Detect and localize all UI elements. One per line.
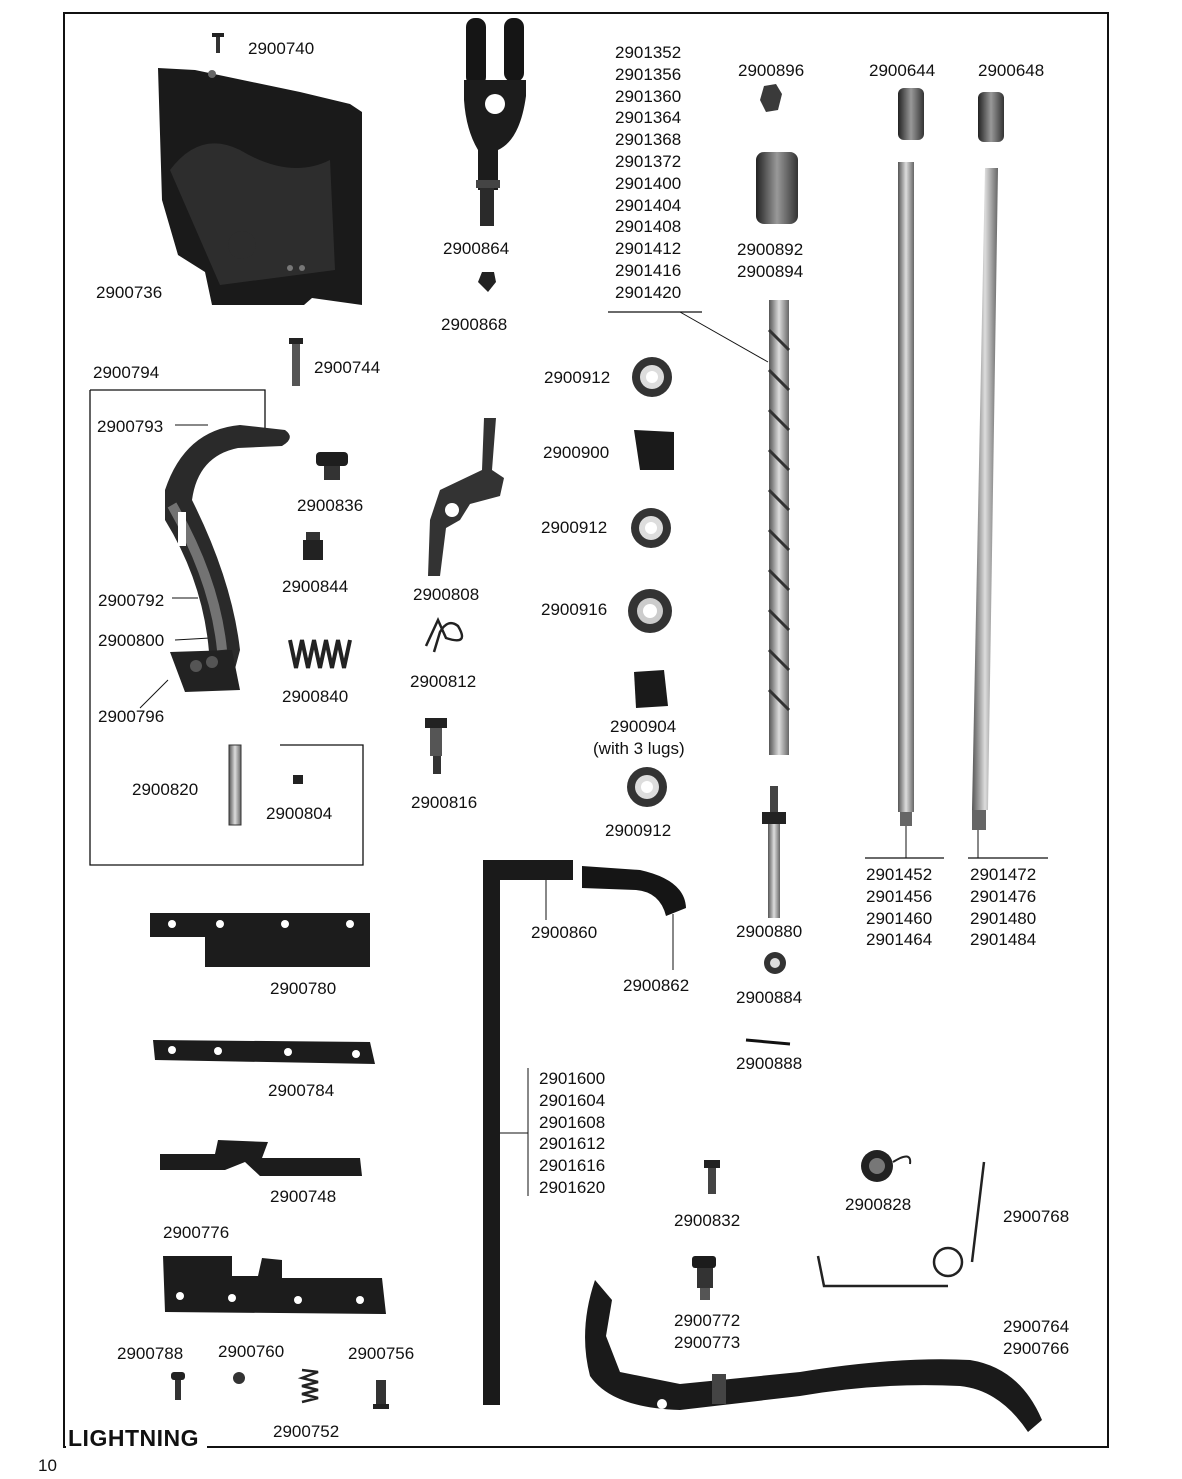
label-2900788: 2900788 bbox=[117, 1344, 184, 1363]
part-main-shaft bbox=[769, 300, 789, 755]
label-2901364: 2901364 bbox=[615, 108, 682, 128]
part-2900912-bearing-c bbox=[627, 767, 667, 807]
part-rod-left bbox=[898, 162, 914, 826]
label-2901600: 2901600 bbox=[539, 1069, 606, 1088]
label-2900740: 2900740 bbox=[248, 39, 315, 58]
label-2900800: 2900800 bbox=[98, 631, 165, 650]
part-2900916-bearing bbox=[628, 589, 672, 633]
label-2900748: 2900748 bbox=[270, 1187, 337, 1206]
label-2901368: 2901368 bbox=[615, 130, 682, 150]
part-2900896-nut bbox=[760, 84, 782, 112]
label-2900836: 2900836 bbox=[297, 496, 364, 515]
part-2900784-plate bbox=[153, 1040, 375, 1064]
part-2900764-pedal bbox=[585, 1280, 1042, 1432]
label-2900773: 2900773 bbox=[674, 1333, 741, 1352]
label-2900772: 2900772 bbox=[674, 1311, 741, 1330]
part-2900840-spring bbox=[290, 640, 350, 668]
label-2901608: 2901608 bbox=[539, 1112, 606, 1132]
part-2900644-cap bbox=[898, 88, 924, 140]
part-2900768-spring bbox=[818, 1162, 984, 1286]
part-2900880-spindle bbox=[762, 786, 786, 918]
label-2900648: 2900648 bbox=[978, 61, 1045, 80]
part-2900884-nut bbox=[764, 952, 786, 974]
label-2900840: 2900840 bbox=[282, 687, 349, 706]
brand-title: LIGHTNING bbox=[66, 1425, 207, 1452]
part-2900812-clip bbox=[426, 620, 462, 652]
part-2900900-bushing bbox=[634, 430, 674, 470]
part-2900772-stud bbox=[692, 1256, 716, 1300]
label-2900912-c: 2900912 bbox=[605, 821, 672, 840]
label-2900916: 2900916 bbox=[541, 600, 608, 619]
label-2900784: 2900784 bbox=[268, 1081, 335, 1100]
part-2900904-bushing bbox=[634, 670, 668, 708]
label-2900912-a: 2900912 bbox=[544, 368, 611, 387]
label-2901352: 2901352 bbox=[615, 43, 682, 62]
label-2900756: 2900756 bbox=[348, 1344, 415, 1363]
label-2900766: 2900766 bbox=[1003, 1339, 1070, 1358]
part-2900892-bushing bbox=[756, 152, 798, 224]
label-2900804: 2900804 bbox=[266, 804, 333, 823]
part-2900868-nut bbox=[478, 272, 496, 292]
part-2900752-spring bbox=[302, 1370, 318, 1402]
page-number: 10 bbox=[38, 1456, 57, 1475]
label-2900904-note: (with 3 lugs) bbox=[593, 739, 685, 758]
label-2901400: 2901400 bbox=[615, 173, 682, 193]
label-2900768: 2900768 bbox=[1003, 1207, 1070, 1226]
part-2900748-plate bbox=[160, 1140, 362, 1176]
label-2901464: 2901464 bbox=[866, 930, 933, 950]
label-2901452: 2901452 bbox=[866, 865, 933, 884]
label-2901484: 2901484 bbox=[970, 930, 1037, 950]
part-2900788-screw bbox=[171, 1372, 185, 1400]
part-2900844-screw bbox=[303, 532, 323, 560]
label-2900752: 2900752 bbox=[273, 1422, 340, 1441]
label-2901460: 2901460 bbox=[866, 908, 933, 928]
label-rod-right-list bbox=[970, 864, 1036, 951]
label-2900764: 2900764 bbox=[1003, 1317, 1070, 1336]
label-2900888: 2900888 bbox=[736, 1054, 803, 1073]
label-2900912-b: 2900912 bbox=[541, 518, 608, 537]
label-2901604: 2901604 bbox=[539, 1090, 606, 1110]
part-2900820-pin bbox=[229, 745, 241, 825]
label-2900900: 2900900 bbox=[543, 443, 610, 462]
label-2900904: 2900904 bbox=[610, 717, 677, 736]
label-2900880: 2900880 bbox=[736, 922, 803, 941]
label-main-shaft-list bbox=[615, 42, 681, 304]
label-2901616: 2901616 bbox=[539, 1156, 606, 1176]
label-2900744: 2900744 bbox=[314, 358, 381, 377]
label-2901420: 2901420 bbox=[615, 282, 682, 302]
part-2900912-bearing-b bbox=[631, 508, 671, 548]
label-2900644: 2900644 bbox=[869, 61, 936, 80]
label-2900816: 2900816 bbox=[411, 793, 478, 812]
part-2900648-cap bbox=[978, 92, 1004, 142]
label-2900884: 2900884 bbox=[736, 988, 803, 1007]
part-2900864-fork bbox=[464, 18, 526, 226]
part-2900912-bearing-a bbox=[632, 357, 672, 397]
label-2901480: 2901480 bbox=[970, 908, 1037, 928]
label-2901612: 2901612 bbox=[539, 1134, 606, 1154]
label-2900736: 2900736 bbox=[96, 283, 163, 302]
label-2901408: 2901408 bbox=[615, 217, 682, 237]
part-rod-right bbox=[972, 168, 998, 830]
label-2901476: 2901476 bbox=[970, 886, 1037, 906]
part-2900832-screw bbox=[704, 1160, 720, 1194]
part-2900808-latch bbox=[428, 418, 504, 576]
label-2900844: 2900844 bbox=[282, 577, 349, 596]
label-2900868: 2900868 bbox=[441, 315, 508, 334]
label-2900894: 2900894 bbox=[737, 262, 804, 281]
part-2900756-screw bbox=[373, 1380, 389, 1409]
label-2900832: 2900832 bbox=[674, 1211, 741, 1230]
label-2901404: 2901404 bbox=[615, 195, 682, 215]
label-2900862: 2900862 bbox=[623, 976, 690, 995]
label-2901620: 2901620 bbox=[539, 1177, 606, 1197]
label-2900776: 2900776 bbox=[163, 1223, 230, 1242]
label-rod-left-list bbox=[866, 864, 932, 951]
part-2900760-nut bbox=[233, 1372, 245, 1384]
label-2900780: 2900780 bbox=[270, 979, 337, 998]
label-2900864: 2900864 bbox=[443, 239, 510, 258]
label-2900828: 2900828 bbox=[845, 1195, 912, 1214]
label-2900793: 2900793 bbox=[97, 417, 164, 436]
label-2901360: 2901360 bbox=[615, 86, 682, 106]
part-2900740-screw bbox=[212, 33, 224, 53]
label-2900796: 2900796 bbox=[98, 707, 165, 726]
label-2901456: 2901456 bbox=[866, 886, 933, 906]
part-2900862-tube bbox=[582, 866, 686, 916]
label-2900896: 2900896 bbox=[738, 61, 805, 80]
label-2901356: 2901356 bbox=[615, 64, 682, 84]
label-2900860: 2900860 bbox=[531, 923, 598, 942]
part-2900792-arm bbox=[165, 425, 290, 680]
label-2901412: 2901412 bbox=[615, 239, 682, 259]
label-2900812: 2900812 bbox=[410, 672, 477, 691]
label-2900820: 2900820 bbox=[132, 780, 199, 799]
label-2901416: 2901416 bbox=[615, 260, 682, 280]
label-2901472: 2901472 bbox=[970, 865, 1037, 884]
label-2900760: 2900760 bbox=[218, 1342, 285, 1361]
label-2901372: 2901372 bbox=[615, 151, 682, 171]
label-2900792: 2900792 bbox=[98, 591, 165, 610]
part-2900828-spring bbox=[861, 1150, 910, 1182]
part-2900776-plate bbox=[163, 1256, 386, 1314]
part-2900888-pin bbox=[746, 1040, 790, 1044]
part-2900744-screw bbox=[289, 338, 303, 386]
part-2900836-cap bbox=[316, 452, 348, 480]
label-2900892: 2900892 bbox=[737, 240, 804, 259]
part-2900816-stud bbox=[425, 718, 447, 774]
label-2900808: 2900808 bbox=[413, 585, 480, 604]
part-2900780-plate bbox=[150, 913, 370, 967]
part-2900804-nut bbox=[293, 775, 303, 784]
label-lever-list bbox=[539, 1068, 605, 1199]
label-2900794: 2900794 bbox=[93, 363, 160, 382]
